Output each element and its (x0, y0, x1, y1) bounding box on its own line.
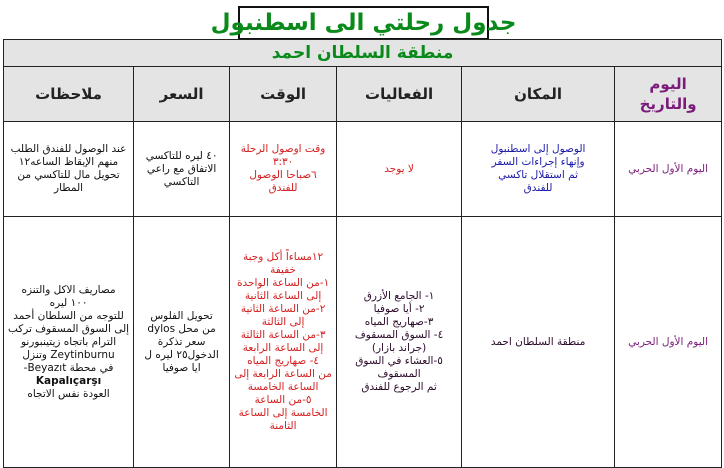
row1-time (230, 122, 337, 217)
row2-time-line: ٢-من الساعة الثانية (240, 303, 326, 315)
row2-activity-line: ٣-صهاريج المياه (364, 316, 434, 328)
row2-time-line: إلى الساعة الرابعة (242, 342, 324, 354)
table-row (4, 122, 722, 217)
row2-place: منطقة السلطان احمد (462, 217, 615, 468)
header-day: اليوم والتاريخ (615, 67, 722, 122)
row2-price-line: سعر تذكرة (157, 335, 206, 348)
row2-notes-line: ١٠٠ ليره (49, 296, 88, 309)
itinerary-table (3, 39, 722, 468)
row1-price-line: ٤٠ ليره للتاكسي (145, 149, 218, 162)
row1-time-line: ٣:٣٠ (272, 156, 294, 168)
row2-activity-line: المسقوف (377, 368, 421, 380)
row1-place-line: الوصول إلى اسطنبول (490, 143, 586, 155)
row2-notes-line: في محطة Beyazıt- (23, 361, 114, 374)
header-price: السعر (134, 67, 230, 122)
row1-place-line: ثم استقلال تاكسي (498, 169, 579, 181)
page-title: جدول رحلتي الى اسطنبول (238, 6, 489, 40)
row1-time-line: ٦صباحا الوصول (249, 169, 317, 181)
row2-activity-line: (جراند بازار) (371, 342, 427, 354)
row1-notes (4, 122, 134, 217)
row1-place-line: للفندق (523, 182, 553, 194)
row2-notes-line: للتوجه من السلطان أحمد (13, 309, 124, 322)
row1-price (134, 122, 230, 217)
row2-price-line: من محل dylos (147, 322, 216, 335)
table-subtitle: منطقة السلطان احمد (4, 40, 722, 67)
row2-time-line: ١٢مساءاً أكل وجبة (242, 251, 324, 263)
header-row (4, 67, 722, 122)
row2-notes-line: Zeytinburnu وتنزل (22, 348, 115, 361)
row2-notes-line: الترام باتجاه زيتينبورنو (20, 335, 117, 348)
row1-time-line: وقت اوصول الرحلة (240, 143, 326, 155)
row2-day: اليوم الأول الحربي (615, 217, 722, 468)
row2-time-line: الساعة الخامسة (247, 381, 319, 393)
row1-activities: لا يوجد (337, 122, 462, 217)
header-place: المكان (462, 67, 615, 122)
row2-price-line: تحويل الفلوس (150, 309, 213, 322)
row2-activity-line: ثم الرجوع للفندق (361, 381, 437, 393)
row2-time-line: ٤- صهاريج المياه (247, 355, 320, 367)
row2-notes-line: مصاريف الاكل والتنزه (21, 283, 116, 296)
subtitle-row (4, 40, 722, 67)
row2-time-line: ٥-من الساعة (254, 394, 312, 406)
row2-activity-line: ١- الجامع الأزرق (363, 290, 435, 302)
row2-time-line: الثامنة (269, 420, 297, 432)
row1-price-line: التاكسي (163, 175, 200, 188)
row1-notes-line: منهم الإيقاظ الساعه١٢ (18, 156, 119, 168)
row1-place (462, 122, 615, 217)
row2-activities (337, 217, 462, 468)
row2-notes-line: Kapalıçarşı (35, 374, 102, 387)
row2-activity-line: ٥-العشاء في السوق (355, 355, 443, 367)
row2-time-line: ١-من الساعة الواحدة (236, 277, 330, 289)
header-activities: الفعاليات (337, 67, 462, 122)
row1-time-line: للفندق (268, 182, 298, 194)
row2-price-line: ايا صوفيا (162, 361, 201, 374)
row2-price-line: الدخول٢٥ ليره ل (144, 348, 219, 361)
row2-time-line: من الساعة الرابعة إلى (234, 368, 332, 380)
row2-activity-line: ٤- السوق المسقوف (354, 329, 444, 341)
row2-time-line: إلى الساعة الثانية (244, 290, 322, 302)
row2-time-line: ٣-من الساعة الثالثة (240, 329, 326, 341)
row2-time-line: خفيفة (270, 264, 297, 276)
row2-time (230, 217, 337, 468)
row1-notes-line: تحويل مال للتاكسي من (17, 169, 120, 181)
row1-day: اليوم الأول الحربي (615, 122, 722, 217)
row2-time-line: الخامسة إلى الساعة (238, 407, 328, 419)
row2-notes-line: العودة نفس الاتجاه (27, 387, 110, 400)
header-time: الوقت (230, 67, 337, 122)
row2-notes (4, 217, 134, 468)
row2-notes-line: إلى السوق المسقوف تركب (7, 322, 130, 335)
row2-activity-line: ٢- أيا صوفيا (373, 303, 425, 315)
table-row (4, 217, 722, 468)
row1-notes-line: المطار (54, 182, 84, 194)
header-notes: ملاحظات (4, 67, 134, 122)
row1-place-line: وإنهاء إجراءات السفر (491, 156, 585, 168)
row1-price-line: الاتفاق مع راعي (146, 162, 217, 175)
row2-price (134, 217, 230, 468)
row1-notes-line: عند الوصول للفندق الطلب (10, 143, 127, 155)
row2-time-line: إلى الثالثة (261, 316, 305, 328)
